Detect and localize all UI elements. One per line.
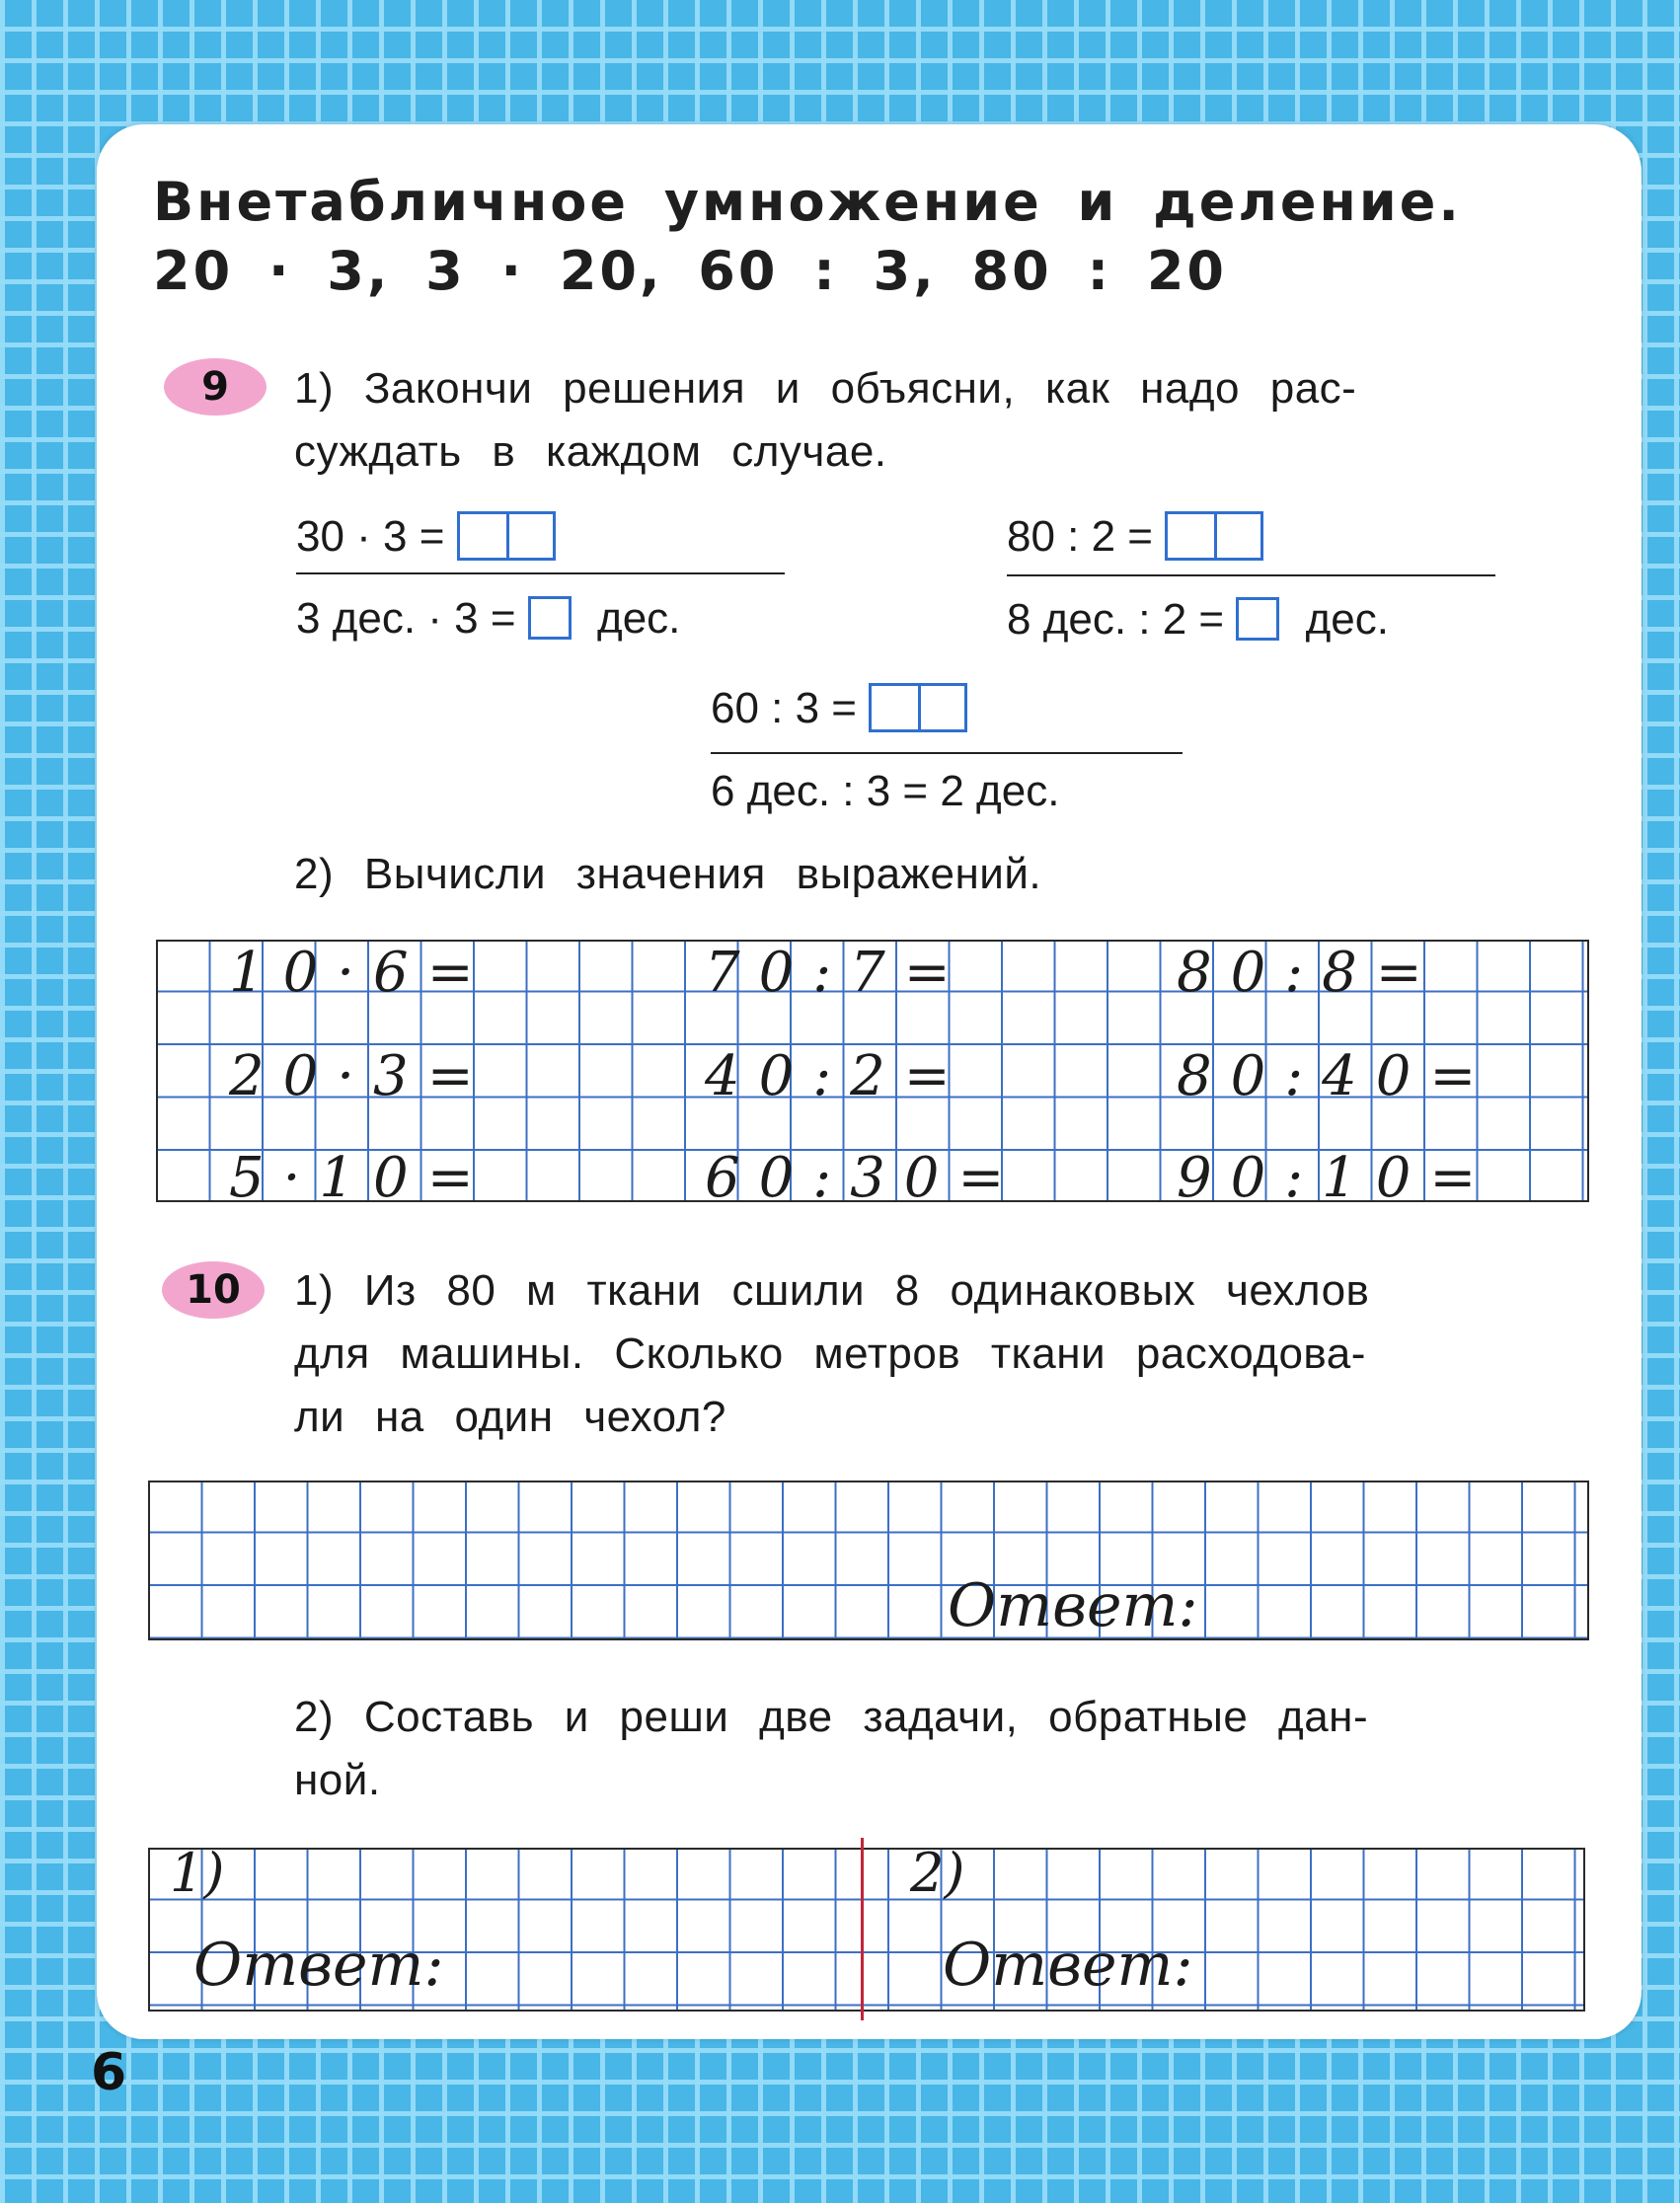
equation-a-bottom: 3 дес. · 3 = дес. bbox=[296, 594, 681, 643]
answer-label-2: Ответ: bbox=[943, 1931, 1193, 2000]
task-9-part1-text: 1) Закончи решения и объясни, как надо рас- суждать в каждом случае. bbox=[294, 364, 1357, 476]
expression-r1c3: 80:8= bbox=[1177, 941, 1441, 1005]
answer-box-two-digit[interactable] bbox=[457, 511, 556, 561]
task-10-part2-text: 2) Составь и реши две задачи, обратные дан- ной. bbox=[294, 1693, 1369, 1804]
task-9-badge: 9 bbox=[164, 358, 267, 416]
expression-r2c2: 40:2= bbox=[705, 1044, 969, 1108]
page-number: 6 bbox=[91, 2043, 127, 2102]
equation-b-top: 80 : 2 = bbox=[1007, 509, 1263, 565]
equation-b-bottom: 8 дес. : 2 = дес. bbox=[1007, 595, 1389, 644]
answer-box-one-digit[interactable] bbox=[528, 596, 572, 640]
margin-line bbox=[861, 1838, 864, 2020]
equation-c-bottom: 6 дес. : 3 = 2 дес. bbox=[711, 767, 1060, 815]
expression-r3c2: 60:30= bbox=[705, 1146, 1024, 1210]
answer-label-1: Ответ: bbox=[193, 1931, 444, 2000]
title-line-2: 20 · 3, 3 · 20, 60 : 3, 80 : 20 bbox=[153, 240, 1228, 302]
divider-line bbox=[296, 572, 785, 574]
expression-r3c1: 5·10= bbox=[229, 1146, 493, 1210]
answer-box-one-digit[interactable] bbox=[1236, 597, 1279, 641]
expression-r3c3: 90:10= bbox=[1177, 1146, 1495, 1210]
answer-box-two-digit[interactable] bbox=[1165, 511, 1263, 561]
equation-a-top: 30 · 3 = bbox=[296, 509, 556, 565]
subproblem-2-label: 2) bbox=[910, 1842, 965, 1904]
solution-grid[interactable] bbox=[148, 1481, 1589, 1640]
subproblem-1-label: 1) bbox=[170, 1842, 225, 1904]
task-10-badge: 10 bbox=[162, 1261, 265, 1319]
task-10-part1-text: 1) Из 80 м ткани сшили 8 одинаковых чехлов для машины. Сколько метров ткани расходова- ли на один чехол? bbox=[294, 1266, 1370, 1441]
page-title bbox=[153, 168, 1462, 306]
expression-r2c3: 80:40= bbox=[1177, 1044, 1495, 1108]
answer-box-two-digit[interactable] bbox=[869, 683, 967, 732]
expression-r2c1: 20·3= bbox=[229, 1044, 493, 1108]
equation-c-top: 60 : 3 = bbox=[711, 681, 967, 736]
divider-line bbox=[1007, 574, 1495, 576]
expression-r1c1: 10·6= bbox=[229, 941, 493, 1005]
task-9-part2-text: 2) Вычисли значения выражений. bbox=[294, 850, 1042, 898]
title-line-1: Внетабличное умножение и деление. bbox=[153, 171, 1462, 233]
divider-line bbox=[711, 752, 1183, 754]
expression-r1c2: 70:7= bbox=[705, 941, 969, 1005]
answer-label: Ответ: bbox=[948, 1571, 1198, 1640]
